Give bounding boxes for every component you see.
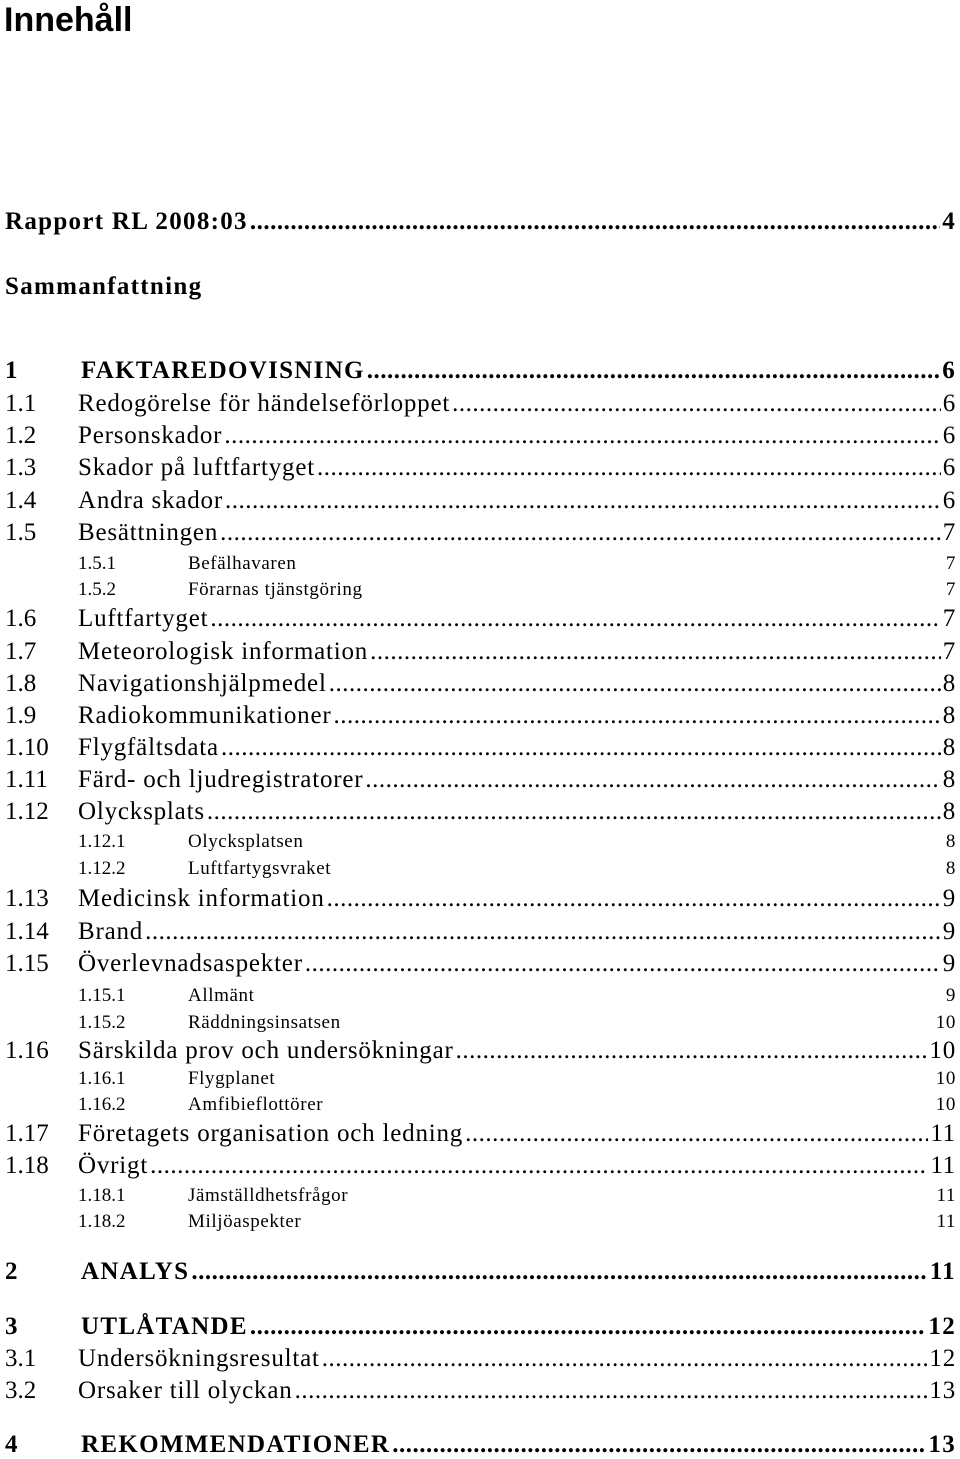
toc-entry-label: REKOMMENDATIONER — [81, 1431, 391, 1458]
toc-entry-page: 13 — [928, 1431, 956, 1458]
toc-entry-number: 1.16 — [5, 1037, 49, 1064]
toc-entry-label: Redogörelse för händelseförloppet — [78, 390, 451, 417]
toc-entry-label: Jämställdhetsfrågor — [188, 1185, 349, 1206]
toc-entry-number: 1.17 — [5, 1120, 49, 1147]
toc-entry-page: 10 — [935, 1068, 956, 1089]
toc-entry-label: Luftfartyget — [78, 605, 209, 632]
toc-entry-label: Medicinsk information — [78, 885, 325, 912]
toc-dot-leader — [250, 1313, 927, 1341]
toc-entry[interactable] — [0, 702, 956, 730]
page-title: Innehåll — [4, 1, 133, 39]
toc-dot-leader — [220, 519, 941, 547]
toc-entry-page: 13 — [929, 1377, 956, 1404]
toc-dot-leader — [317, 454, 941, 482]
toc-entry-page: 7 — [942, 519, 956, 546]
toc-entry-number: 1.9 — [5, 702, 37, 729]
toc-entry[interactable] — [0, 1211, 956, 1233]
toc-entry-label: Räddningsinsatsen — [188, 1012, 341, 1033]
toc-entry-number: 1.13 — [5, 885, 49, 912]
toc-entry-label: Allmänt — [188, 985, 255, 1006]
toc-dot-leader — [191, 1258, 927, 1286]
toc-dot-leader — [452, 390, 941, 418]
toc-entry-number: 1 — [5, 357, 19, 384]
toc-entry-page: 9 — [942, 950, 956, 977]
toc-entry[interactable] — [0, 831, 956, 853]
toc-entry[interactable] — [0, 1012, 956, 1034]
toc-entry-number: 1.5.1 — [78, 553, 116, 574]
toc-entry[interactable] — [0, 208, 956, 236]
toc-entry-label: Amfibieflottörer — [188, 1094, 324, 1115]
toc-entry[interactable] — [0, 734, 956, 762]
toc-entry-label: Flygfältsdata — [78, 734, 219, 761]
toc-entry-page: 9 — [942, 885, 956, 912]
toc-entry-page: 11 — [929, 1258, 956, 1285]
toc-entry-page: 4 — [942, 208, 956, 235]
toc-dot-leader — [329, 670, 941, 698]
toc-entry[interactable] — [0, 1068, 956, 1090]
toc-entry-page: 8 — [942, 734, 956, 761]
toc-entry[interactable] — [0, 422, 956, 450]
toc-dot-leader — [322, 1345, 928, 1373]
toc-entry-number: 1.4 — [5, 487, 37, 514]
toc-entry-page: 11 — [936, 1185, 956, 1206]
toc-entry-label: Undersökningsresultat — [78, 1345, 320, 1372]
toc-entry-number: 1.3 — [5, 454, 37, 481]
toc-entry-label: Rapport RL 2008:03 — [5, 208, 248, 235]
toc-entry-page: 11 — [930, 1152, 956, 1179]
toc-dot-leader — [370, 638, 941, 666]
toc-entry-page: 10 — [929, 1037, 956, 1064]
toc-dot-leader — [225, 487, 941, 515]
toc-entry-label: Övrigt — [78, 1152, 149, 1179]
toc-entry-label: Överlevnadsaspekter — [78, 950, 303, 977]
toc-dot-leader — [392, 1431, 926, 1459]
toc-entry-page: 7 — [945, 579, 956, 600]
toc-entry[interactable] — [0, 579, 956, 601]
toc-entry-number: 1.5.2 — [78, 579, 116, 600]
toc-entry[interactable] — [0, 858, 956, 880]
toc-entry[interactable] — [0, 390, 956, 418]
toc-entry-number: 1.1 — [5, 390, 37, 417]
toc-entry-page: 8 — [942, 798, 956, 825]
toc-entry-page: 6 — [942, 422, 956, 449]
toc-entry-label: Luftfartygsvraket — [188, 858, 332, 879]
toc-entry-page: 6 — [942, 454, 956, 481]
toc-entry[interactable] — [0, 885, 956, 913]
toc-entry-label: Företagets organisation och ledning — [78, 1120, 464, 1147]
toc-entry-label: Besättningen — [78, 519, 219, 546]
toc-entry-label: Särskilda prov och undersökningar — [78, 1037, 454, 1064]
toc-entry[interactable] — [0, 670, 956, 698]
toc-entry-number: 1.7 — [5, 638, 37, 665]
toc-entry-label: FAKTAREDOVISNING — [81, 357, 365, 384]
toc-entry[interactable] — [0, 1152, 956, 1180]
toc-entry-number: 1.15 — [5, 950, 49, 977]
toc-entry-number: 1.15.2 — [78, 1012, 126, 1033]
toc-entry-label: Personskador — [78, 422, 223, 449]
toc-entry-label: Skador på luftfartyget — [78, 454, 315, 481]
toc-dot-leader — [250, 208, 940, 236]
toc-dot-leader — [221, 734, 941, 762]
toc-entry-label: Färd- och ljudregistratorer — [78, 766, 364, 793]
toc-entry-number: 1.5 — [5, 519, 37, 546]
toc-entry-page: 8 — [942, 670, 956, 697]
toc-entry-number: 1.18 — [5, 1152, 49, 1179]
toc-entry[interactable] — [0, 454, 956, 482]
toc-entry-label: Orsaker till olyckan — [78, 1377, 293, 1404]
toc-entry-number: 1.16.2 — [78, 1094, 126, 1115]
toc-entry-page: 11 — [930, 1120, 956, 1147]
toc-entry-page: 8 — [945, 831, 956, 852]
toc-entry-page: 12 — [929, 1345, 956, 1372]
toc-entry-number: 3.1 — [5, 1345, 37, 1372]
toc-entry[interactable] — [0, 798, 956, 826]
toc-entry-label: Radiokommunikationer — [78, 702, 332, 729]
toc-dot-leader — [456, 1037, 928, 1065]
toc-entry-page: 7 — [945, 553, 956, 574]
toc-entry[interactable] — [0, 519, 956, 547]
toc-entry-label: Brand — [78, 918, 144, 945]
toc-entry-label: Andra skador — [78, 487, 223, 514]
toc-dot-leader — [333, 702, 940, 730]
toc-entry-number: 1.15.1 — [78, 985, 126, 1006]
toc-dot-leader — [150, 1152, 928, 1180]
toc-entry-page: 9 — [945, 985, 956, 1006]
toc-entry-label: ANALYS — [81, 1258, 190, 1285]
toc-entry[interactable] — [0, 553, 956, 575]
toc-entry-number: 1.8 — [5, 670, 37, 697]
toc-entry[interactable] — [0, 605, 956, 633]
toc-dot-leader — [365, 766, 940, 794]
toc-entry[interactable] — [0, 918, 956, 946]
toc-entry-label: UTLÅTANDE — [81, 1313, 248, 1340]
toc-entry-page: 11 — [936, 1211, 956, 1232]
toc-entry-label: Befälhavaren — [188, 553, 297, 574]
toc-entry-number: 3 — [5, 1313, 19, 1340]
toc-entry-number: 1.10 — [5, 734, 49, 761]
toc-entry-page: 10 — [935, 1094, 956, 1115]
toc-entry[interactable] — [0, 1377, 956, 1405]
toc-dot-leader — [367, 357, 940, 385]
toc-entry-number: 1.12.1 — [78, 831, 126, 852]
toc-entry-page: 6 — [942, 487, 956, 514]
toc-entry-number: 1.14 — [5, 918, 49, 945]
toc-dot-leader — [305, 950, 941, 978]
toc-entry-label: Meteorologisk information — [78, 638, 369, 665]
toc-entry-page: 12 — [928, 1313, 956, 1340]
toc-dot-leader — [210, 605, 940, 633]
toc-dot-leader — [207, 798, 941, 826]
toc-entry[interactable] — [0, 1345, 956, 1373]
toc-dot-leader — [145, 918, 941, 946]
toc-entry-number: 1.2 — [5, 422, 37, 449]
toc-entry[interactable] — [0, 487, 956, 515]
toc-entry-page: 8 — [942, 766, 956, 793]
toc-entry-number: 1.12 — [5, 798, 49, 825]
toc-entry-page: 8 — [942, 702, 956, 729]
toc-dot-leader — [465, 1120, 928, 1148]
toc-entry[interactable] — [0, 1037, 956, 1065]
toc-entry[interactable] — [0, 1185, 956, 1207]
toc-entry-label: Olycksplats — [78, 798, 205, 825]
toc-entry-page: 6 — [942, 357, 956, 384]
toc-dot-leader — [295, 1377, 928, 1405]
toc-entry-number: 1.16.1 — [78, 1068, 126, 1089]
toc-entry-label: Miljöaspekter — [188, 1211, 302, 1232]
toc-entry-page: 7 — [942, 638, 956, 665]
toc-entry[interactable] — [0, 1431, 956, 1459]
toc-entry[interactable] — [0, 950, 956, 978]
toc-entry[interactable] — [0, 1120, 956, 1148]
toc-entry-page: 7 — [942, 605, 956, 632]
toc-entry-label: Förarnas tjänstgöring — [188, 579, 363, 600]
toc-entry[interactable] — [0, 985, 956, 1007]
toc-entry[interactable] — [0, 1094, 956, 1116]
toc-entry-page: 10 — [935, 1012, 956, 1033]
toc-entry[interactable] — [0, 273, 956, 301]
toc-entry-label: Olycksplatsen — [188, 831, 304, 852]
toc-entry-number: 1.18.2 — [78, 1211, 126, 1232]
toc-entry-number: 1.11 — [5, 766, 48, 793]
toc-entry-number: 1.18.1 — [78, 1185, 126, 1206]
toc-entry-number: 4 — [5, 1431, 19, 1458]
toc-entry[interactable] — [0, 766, 956, 794]
toc-entry[interactable] — [0, 638, 956, 666]
toc-entry[interactable] — [0, 1313, 956, 1341]
toc-entry-page: 8 — [945, 858, 956, 879]
toc-entry-page: 6 — [942, 390, 956, 417]
toc-entry-page: 9 — [942, 918, 956, 945]
toc-entry-label: Sammanfattning — [5, 273, 203, 300]
toc-dot-leader — [327, 885, 941, 913]
toc-entry-label: Navigationshjälpmedel — [78, 670, 327, 697]
toc-entry-number: 3.2 — [5, 1377, 37, 1404]
toc-entry-number: 2 — [5, 1258, 19, 1285]
toc-entry-label: Flygplanet — [188, 1068, 276, 1089]
toc-entry-number: 1.12.2 — [78, 858, 126, 879]
toc-entry[interactable] — [0, 1258, 956, 1286]
toc-dot-leader — [224, 422, 940, 450]
toc-entry-number: 1.6 — [5, 605, 37, 632]
toc-entry[interactable] — [0, 357, 956, 385]
